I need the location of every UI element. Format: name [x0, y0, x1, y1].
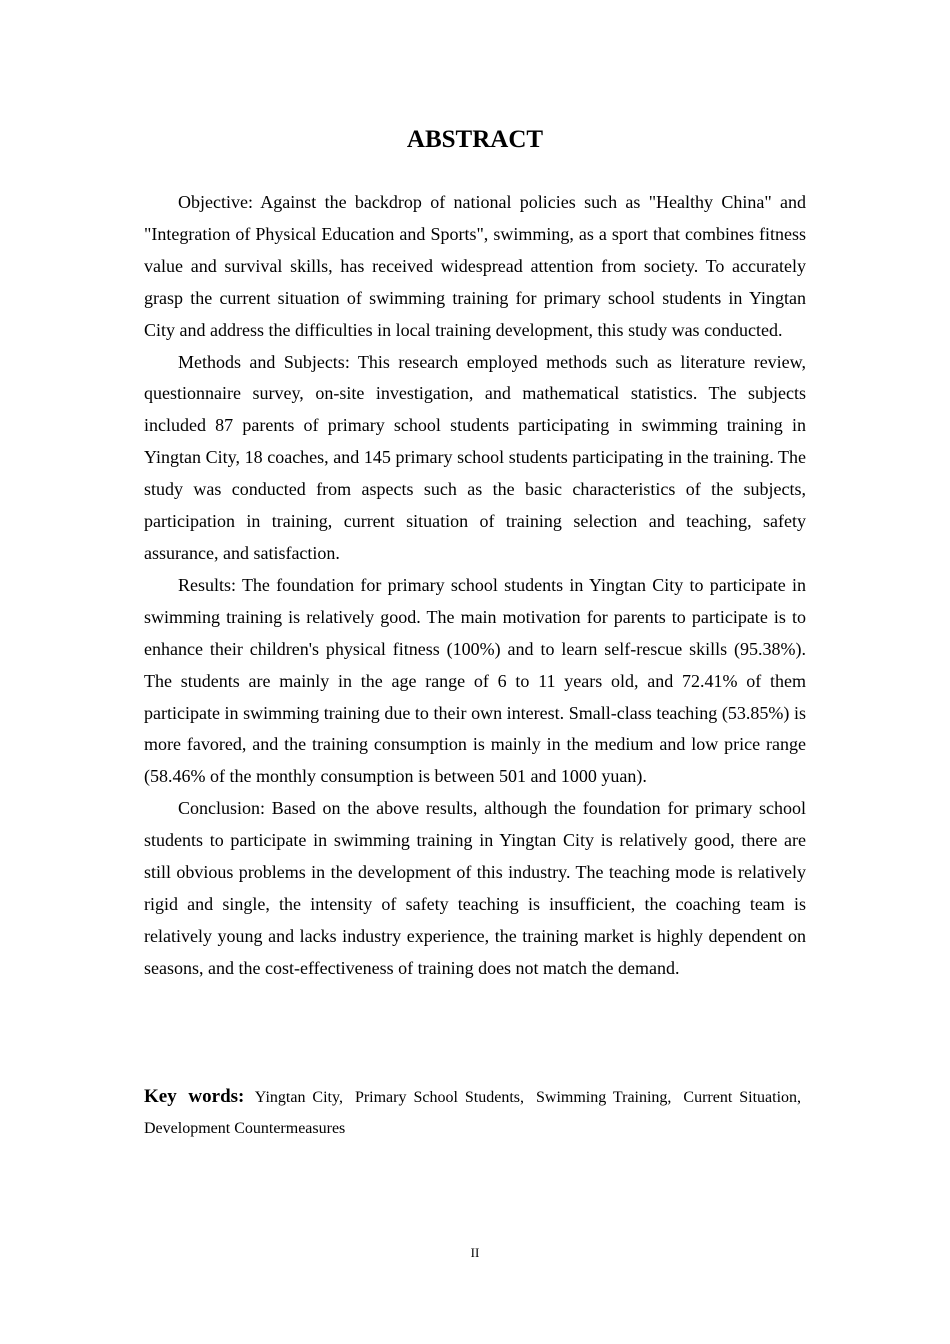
keyword-item: Primary School Students, — [354, 1089, 524, 1106]
keywords-line — [144, 1081, 806, 1144]
conclusion-paragraph: Conclusion: Based on the above results, although the foundation for primary school students to participate in swimming training in Yingtan City is relatively good, there are still obvious problems in the development of this industry. The teaching mode is relatively rigid and single, the intensity of safety teaching is insufficient, the coaching team is relatively young and lacks industry experience, the training market is highly dependent on seasons, and the cost-effectiveness of training does not match the demand. — [144, 798, 806, 978]
keyword-item: Current Situation, — [683, 1089, 802, 1106]
results-paragraph: Results: The foundation for primary school students in Yingtan City to participate in swimming training is relatively good. The main motivation for parents to participate is to enhance their children's physical fitness (100%) and to learn self-rescue skills (95.38%). The students are mainly in the age range of 6 to 11 years old, and 72.41% of them participate in swimming training due to their own interest. Small-class teaching (53.85%) is more favored, and the training consumption is mainly in the medium and low price range (58.46% of the monthly consumption is between 501 and 1000 yuan). — [144, 574, 806, 787]
abstract-title: ABSTRACT — [406, 126, 544, 153]
keyword-item: Development Countermeasures — [144, 1120, 346, 1137]
keyword-item: Swimming Training, — [535, 1089, 672, 1106]
page-number: II — [470, 1245, 480, 1260]
abstract-body — [144, 187, 806, 985]
objective-paragraph: Objective: Against the backdrop of national policies such as "Healthy China" and "Integration of Physical Education and Sports", swimming, as a sport that combines fitness value and survival skills, has received widespread attention from society. To accurately grasp the current situation of swimming training for primary school students in Yingtan City and address the difficulties in local training development, this study was conducted. — [144, 192, 806, 340]
keywords-label: Key words: — [144, 1086, 245, 1107]
keyword-item: Yingtan City, — [254, 1089, 343, 1106]
methods-paragraph: Methods and Subjects: This research employed methods such as literature review, questionnaire survey, on-site investigation, and mathematical statistics. The subjects included 87 parents of primary school students participating in swimming training in Yingtan City, 18 coaches, and 145 primary school students participating in the training. The study was conducted from aspects such as the basic characteristics of the subjects, participation in training, current situation of training selection and teaching, safety assurance, and satisfaction. — [144, 351, 806, 563]
